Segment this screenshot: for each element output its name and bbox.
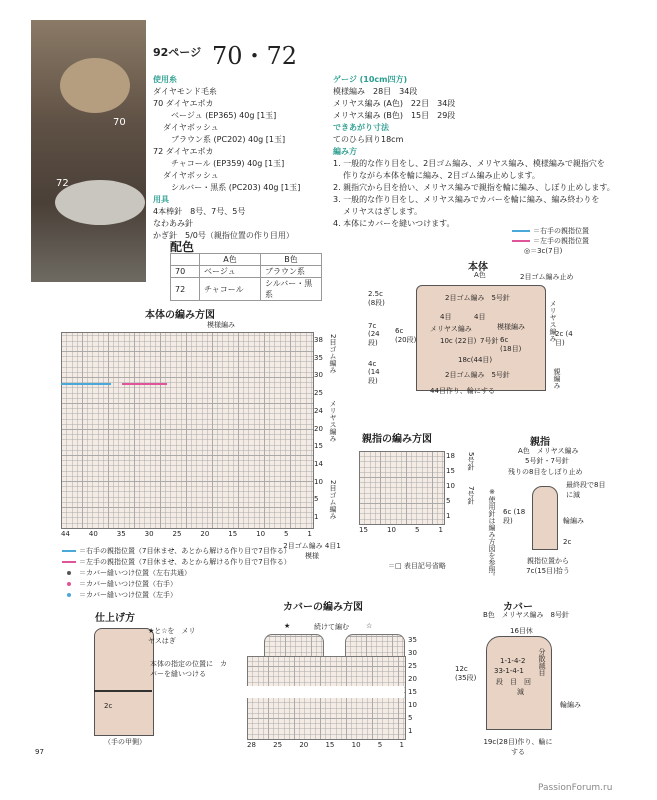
row-number: 38 (314, 336, 323, 344)
body-chart-row-numbers (314, 332, 323, 527)
col-number: 30 (144, 530, 154, 538)
cover-label: 1-1-4-2 (500, 657, 526, 665)
body-chart-grid (61, 332, 314, 529)
col-number: 5 (414, 526, 420, 534)
cover-label: 輪編み (560, 701, 581, 709)
tools-heading: 用具 (153, 195, 169, 204)
body-label: 7c (24段) (368, 322, 380, 347)
finishing-shape (94, 628, 154, 736)
row-number: 20 (408, 675, 417, 683)
thumb-label: 残りの8目をしぼり止め (508, 468, 583, 476)
body-schematic-title: 本体 (468, 262, 488, 273)
col-number: 20 (200, 530, 210, 538)
materials-list (153, 86, 300, 194)
body-legend (62, 546, 291, 601)
tools-line: 4本棒針 8号、7号、5号 (153, 207, 246, 216)
row-number: 35 (408, 636, 417, 644)
thumb-chart-side-label: 5号針 (467, 452, 475, 471)
table-cell: ベージュ (200, 266, 261, 278)
thumb-subtitle: A色 メリヤス編み (518, 447, 579, 455)
thumb-label: 最終段で8目に減 (566, 481, 606, 499)
gauge-list (333, 86, 455, 122)
body-label: 6c (18目) (500, 336, 522, 353)
finishing-cover-band (94, 690, 152, 692)
materials-line: 70 ダイヤエポカ (153, 99, 214, 108)
row-number: 14 (314, 459, 323, 468)
cover-chart-title: カバーの編み方図 (283, 602, 363, 613)
table-cell: シルバー・黒系 (261, 278, 322, 301)
col-number: 15 (228, 530, 238, 538)
tools-line: かぎ針 5/0号（親指位置の作り目用） (153, 231, 294, 240)
row-number: 1 (446, 512, 451, 520)
col-number: 25 (273, 741, 283, 749)
cover-chart-label: ☆ (366, 622, 373, 630)
body-chart-side-label: 2目ゴム編み (329, 334, 337, 374)
materials-line: ダイヤモンド毛糸 (153, 87, 217, 96)
col-number: 10 (386, 526, 396, 534)
size-heading: できあがり寸法 (333, 123, 389, 132)
thumb-symbol-note: ＝□ 表目記号省略 (388, 562, 446, 570)
row-number: 15 (446, 467, 455, 475)
row-number: 10 (314, 477, 323, 486)
pattern-number: 70・72 (212, 42, 298, 70)
thumb-note: ※使用針は編み方図を参照。 (488, 488, 496, 580)
row-number: 30 (314, 371, 323, 380)
thumb-label: 親指位置から7c(15目)拾う (526, 557, 570, 575)
finishing-title: 仕上げ方 (95, 613, 135, 624)
thumb-schematic-title: 親指 (530, 437, 550, 448)
method-step: 4. 本体にカバーを縫いつけます。 (333, 219, 455, 228)
body-label: 10c (22目) (440, 337, 477, 345)
body-label: 2c (4目) (555, 330, 573, 347)
color-table (170, 253, 322, 301)
col-number: 5 (377, 741, 383, 749)
thumb-chart-title: 親指の編み方図 (362, 434, 432, 445)
body-label-bindoff: 2目ゴム編み止め (520, 273, 574, 281)
row-number: 1 (314, 513, 319, 522)
row-number: 18 (446, 452, 455, 460)
body-label: メリヤス編み (549, 300, 557, 342)
row-number: 15 (314, 442, 323, 451)
tools-line: なわあみ針 (153, 219, 193, 228)
cover-label: 16目休 (510, 627, 533, 635)
cover-label: 12c (35段) (455, 665, 477, 682)
row-number: 5 (314, 495, 319, 504)
row-number: 15 (408, 688, 417, 696)
thumb-label: 6c (18段) (503, 508, 526, 525)
row-number: 5 (408, 714, 413, 722)
col-number: 15 (359, 526, 368, 534)
row-number: 10 (446, 482, 455, 490)
body-chart-bottom-note: 2目ゴム編み 4目1模様 (283, 542, 341, 560)
top-legend (512, 226, 589, 256)
cover-subtitle: B色 メリヤス編み 8号針 (483, 611, 569, 619)
row-number: 24 (314, 406, 323, 415)
cover-label: 33-1-4-1 (494, 667, 524, 675)
legend-left-thumb: ＝左手の親指位置 (512, 236, 589, 246)
body-label: 2目ゴム編み 5号針 (445, 371, 510, 379)
cover-chart-col-numbers (247, 741, 404, 749)
body-label: 4目 (474, 313, 486, 321)
method-steps (333, 158, 615, 230)
color-table-heading: 配色 (170, 240, 195, 254)
body-chart-title: 本体の編み方図 (145, 310, 215, 321)
table-cell: 72 (171, 278, 200, 301)
col-number: 28 (247, 741, 256, 749)
thumb-label: 2c (563, 538, 572, 546)
legend-unit: ◎＝3c(7目) (524, 247, 563, 255)
thumb-needle: 5号針・7号針 (525, 457, 569, 465)
materials-line: ブラウン系 (PC202) 40g [1玉] (171, 135, 286, 144)
cover-chart-label: 続けて編む (314, 623, 349, 631)
table-cell: 70 (171, 266, 200, 278)
tools-list (153, 206, 294, 242)
cover-chart-row-numbers (408, 634, 417, 738)
col-number: 44 (61, 530, 70, 538)
body-schematic-subtitle: A色 (474, 271, 486, 279)
finishing-label: ★と☆を メリヤスはぎ (148, 627, 196, 645)
col-number: 1 (399, 741, 404, 749)
body-label: 44目作り、輪にする (430, 387, 495, 395)
col-number: 25 (172, 530, 182, 538)
cover-chart-top-left (264, 634, 324, 658)
thumb-schematic-shape (532, 486, 558, 550)
cover-chart-grid (247, 656, 406, 740)
table-cell: ブラウン系 (261, 266, 322, 278)
body-label: 模様編み (497, 323, 525, 331)
materials-line: シルバー・黒系 (PC203) 40g [1玉] (171, 183, 301, 192)
table-cell (171, 254, 200, 266)
finishing-label: 2c (104, 702, 113, 710)
method-step: 1. 一般的な作り目をし、2目ゴム編み、メリヤス編み、模様編みで親指穴を (333, 159, 605, 168)
body-label: 18c(44目) (458, 356, 493, 364)
body-chart-side-label: 2目ゴム編み (329, 480, 337, 520)
legend-item: ＝右手の親指位置（7目休ませ、あとから解ける作り目で7目作る） (62, 546, 291, 557)
gauge-line: 模様編み 28目 34段 (333, 87, 418, 96)
body-chart-side-label: メリヤス編み (329, 400, 337, 442)
finishing-label: 本体の指定の位置に カバーを縫いつける (150, 660, 227, 678)
left-thumb-marker (122, 383, 167, 385)
thumb-label: 輪編み (563, 517, 584, 525)
thumb-chart-row-numbers (446, 449, 455, 524)
watermark: PassionForum.ru (538, 783, 613, 793)
col-number: 1 (307, 530, 312, 538)
item-70-label: 70 (113, 117, 126, 128)
body-label: 6c (20段) (395, 327, 417, 344)
thumb-chart-side-label: 7号針 (467, 486, 475, 505)
row-number: 5 (446, 497, 451, 505)
row-number: 20 (314, 424, 323, 433)
method-heading: 編み方 (333, 147, 357, 156)
col-number: 35 (116, 530, 126, 538)
row-number: 10 (408, 701, 417, 709)
cover-chart-white-band (247, 686, 404, 698)
cover-chart-top-right (345, 634, 405, 658)
legend-right-thumb: ＝右手の親指位置 (512, 226, 589, 236)
row-number: 35 (314, 353, 323, 362)
table-cell: B色 (261, 254, 322, 266)
body-chart-col-numbers (61, 530, 312, 538)
legend-item: ＝カバー縫いつけ位置（左右共通） (62, 568, 291, 579)
col-number: 10 (351, 741, 361, 749)
table-cell: チャコール (200, 278, 261, 301)
cover-label: 減 (517, 688, 524, 696)
method-step: 2. 親指穴から目を拾い、メリヤス編みで親指を輪に編み、しぼり止めします。 (333, 183, 615, 192)
materials-line: チャコール (EP359) 40g [1玉] (171, 159, 285, 168)
table-cell: A色 (200, 254, 261, 266)
size-value: てのひら回り18cm (333, 135, 404, 144)
thumb-chart-col-numbers (359, 526, 443, 534)
finishing-label: （手の甲側） (104, 738, 146, 746)
col-number: 5 (284, 530, 289, 538)
table-row (171, 266, 322, 278)
body-label: メリヤス編み (430, 325, 472, 333)
materials-line: 72 ダイヤエポカ (153, 147, 214, 156)
body-chart-top-label: 模様編み (207, 321, 235, 329)
table-row (171, 254, 322, 266)
materials-line: ダイヤボッシュ (163, 123, 219, 132)
body-label: 7号針 (480, 337, 499, 345)
method-step: 3. 一般的な作り目をし、メリヤス編みでカバーを輪に編み、編み終わりを (333, 195, 600, 204)
row-number: 30 (408, 649, 417, 657)
gauge-heading: ゲージ (10cm四方) (333, 75, 408, 84)
thumb-chart-grid (359, 451, 445, 525)
col-number: 10 (256, 530, 266, 538)
body-label: 2.5c (8段) (368, 290, 385, 307)
row-number: 25 (314, 389, 323, 398)
materials-line: ダイヤボッシュ (163, 171, 219, 180)
materials-heading: 使用糸 (153, 75, 177, 84)
cover-schematic-title: カバー (503, 602, 533, 613)
item-72-label: 72 (56, 178, 69, 189)
photo-fur-70 (60, 58, 130, 113)
method-step: 作りながら本体を輪に編み、2目ゴム編み止めします。 (343, 171, 540, 180)
body-label: 2目ゴム編み 5号針 (445, 294, 510, 302)
legend-item: ＝左手の親指位置（7目休ませ、あとから解ける作り目で7目作る） (62, 557, 291, 568)
legend-item: ＝カバー縫いつけ位置（右手） (62, 579, 291, 590)
gauge-line: メリヤス編み (B色) 15目 29段 (333, 111, 456, 120)
cover-chart-label: ★ (284, 622, 291, 630)
gauge-line: メリヤス編み (A色) 22目 34段 (333, 99, 456, 108)
cover-label: 分散減目 (538, 648, 546, 676)
body-label: 親編み (553, 368, 561, 389)
right-thumb-marker (61, 383, 111, 385)
col-number: 40 (88, 530, 98, 538)
method-step: メリヤスはぎします。 (343, 207, 423, 216)
cover-label: 19c(28目)作り、輪にする (483, 738, 553, 756)
row-number: 25 (408, 662, 417, 670)
page-number: 97 (35, 748, 44, 756)
cover-label: 段 目 回 (496, 678, 531, 686)
legend-item: ＝カバー縫いつけ位置（左手） (62, 590, 291, 601)
col-number: 20 (299, 741, 309, 749)
col-number: 15 (325, 741, 335, 749)
row-number: 1 (408, 727, 413, 735)
materials-line: ベージュ (EP365) 40g [1玉] (171, 111, 277, 120)
col-number: 1 (438, 526, 443, 534)
body-label: 4c (14段) (368, 360, 380, 385)
body-label: 4目 (440, 313, 452, 321)
page-ref: 92ページ (153, 46, 202, 59)
table-row (171, 278, 322, 301)
